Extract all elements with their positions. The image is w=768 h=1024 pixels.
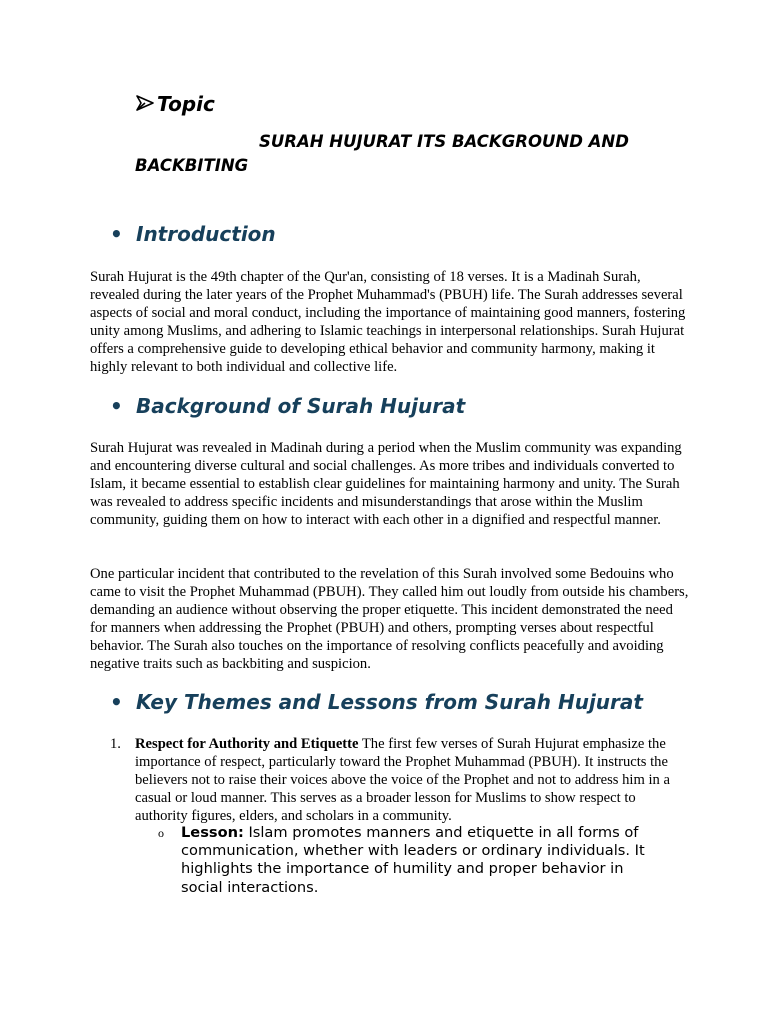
heading-introduction-text: Introduction bbox=[136, 222, 276, 246]
heading-bullet: • bbox=[110, 394, 123, 418]
lesson-text: Islam promotes manners and etiquette in all forms of communication, whether with leaders or ordinary individuals. It highlights the importance of humility and proper behavior in social interactions. bbox=[181, 824, 645, 896]
lesson-label: Lesson: bbox=[181, 824, 244, 841]
heading-bullet: • bbox=[110, 222, 123, 246]
lesson-sub-item bbox=[158, 824, 658, 897]
heading-bullet: • bbox=[110, 690, 123, 714]
list-number: 1. bbox=[110, 736, 121, 752]
list-item-title: Respect for Authority and Etiquette bbox=[135, 736, 359, 752]
list-item-text: The first few verses of Surah Hujurat emphasize the importance of respect, particularly toward the Prophet Muhammad (PBUH). It instructs the believers not to raise their voices above the voice of the Prophet and not to address him in a casual or loud manner. This serves as a broader lesson for Muslims to show respect to authority figures, elders, and scholars in a community. bbox=[135, 736, 670, 824]
heading-key-themes-text: Key Themes and Lessons from Surah Hujurat bbox=[136, 690, 643, 714]
topic-label: Topic bbox=[157, 92, 215, 116]
list-item-body bbox=[135, 736, 680, 826]
lesson-body bbox=[181, 824, 658, 897]
introduction-paragraph: Surah Hujurat is the 49th chapter of the Qur'an, consisting of 18 verses. It is a Madinah Surah, revealed during the later years of the Prophet Muhammad's (PBUH) life. The Surah addresses several aspects of social and moral conduct, including the importance of maintaining good manners, fostering unity among Muslims, and adhering to Islamic teachings in interpersonal relationships. Surah Hujurat offers a comprehensive guide to developing ethical behavior and community harmony, making it highly relevant to both individual and collective life. bbox=[90, 269, 686, 375]
heading-background-text: Background of Surah Hujurat bbox=[136, 394, 466, 418]
document-title: SURAH HUJURAT ITS BACKGROUND AND BACKBITING bbox=[135, 132, 629, 175]
background-paragraph-2: One particular incident that contributed to the revelation of this Surah involved some Bedouins who came to visit the Prophet Muhammad (PBUH). They called him out loudly from outside his chambers, demanding an audience without observing the proper etiquette. This incident demonstrated the need for manners when addressing the Prophet (PBUH) and others, prompting verses about respectful behavior. The Surah also touches on the importance of resolving conflicts peacefully and avoiding negative traits such as backbiting and suspicion. bbox=[90, 566, 689, 672]
background-paragraph-1: Surah Hujurat was revealed in Madinah during a period when the Muslim community was expanding and encountering diverse cultural and social challenges. As more tribes and individuals converted to Islam, it became essential to establish clear guidelines for maintaining harmony and unity. The Surah was revealed to address specific incidents and misunderstandings that arose within the Muslim community, guiding them on how to interact with each other in a dignified and respectful manner. bbox=[90, 440, 682, 528]
theme-list-item bbox=[110, 736, 680, 826]
heading-key-themes bbox=[110, 688, 643, 716]
topic-line bbox=[135, 90, 215, 118]
arrow-bullet-icon bbox=[135, 93, 155, 113]
heading-introduction bbox=[110, 220, 276, 248]
heading-background bbox=[110, 392, 465, 420]
sub-bullet-marker: o bbox=[158, 826, 164, 840]
